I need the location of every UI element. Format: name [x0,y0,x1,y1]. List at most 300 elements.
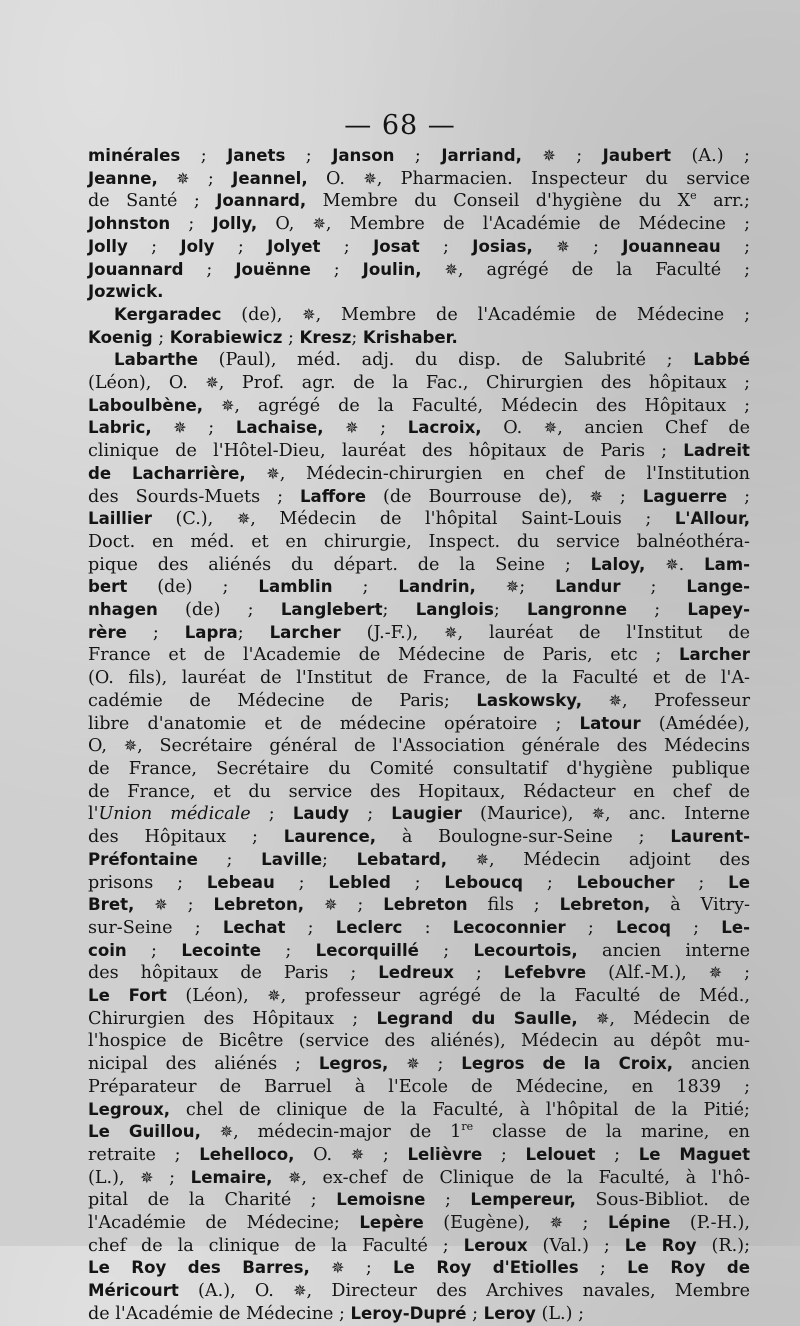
entry-text: ; [310,259,363,280]
entry-text: ; [418,940,474,961]
entry-text: à Boulogne-sur-Seine ; [376,827,671,848]
entry-name: Lapey- [687,600,750,620]
legion-honneur-icon: ✵ [556,236,570,256]
entry-text: de France, et du service des Hopitaux, Rédacteur en chef de [88,781,750,802]
text-line [88,1280,750,1303]
entry-text: des Hôpitaux ; [88,827,284,848]
entry-text: Préparateur de Barruel à l'Ecole de Médecine, en 1839 ; [88,1076,750,1097]
entry-name: Labric, [88,418,152,438]
entry-name: Jouënne [235,259,311,279]
text-line [88,803,750,826]
entry-text: (Alf.-M.), [586,963,709,984]
entry-text: , agrégé de la Faculté ; [457,259,750,280]
entry-name: Lange- [686,577,750,597]
text-line [88,1030,750,1053]
entry-name: Lecourtois, [473,940,578,960]
entry-text: . [678,554,705,575]
entry-text: l'Académie de Médecine; [88,1213,360,1234]
entry-text: ; [674,872,729,893]
entry-name: Laguerre [642,486,728,506]
text-line [88,985,750,1008]
entry-name: Lebreton, [559,895,651,915]
entry-text [134,895,154,915]
legion-honneur-icon: ✵ [505,577,520,597]
entry-name: Le Roy des Barres, [88,1258,310,1278]
entry-name: Laskowsky, [476,690,583,710]
entry-text: , ex-chef de Clinique de la Faculté, à l'hô- [301,1167,750,1188]
text-line [88,440,750,463]
entry-text: , Pharmacien. Inspecteur du service [376,168,751,189]
entry-name: Le- [721,917,751,937]
entry-name: Labbé [693,350,750,370]
entry-name: Méricourt [88,1281,179,1301]
entry-text [324,418,346,438]
legion-honneur-icon: ✵ [266,463,280,483]
entry-text [203,396,221,416]
legion-honneur-icon: ✵ [302,304,316,324]
legion-honneur-icon: ✵ [140,1167,154,1187]
legion-honneur-icon: ✵ [176,168,190,188]
text-line [88,486,750,509]
text-line [88,962,750,985]
legion-honneur-icon: ✵ [350,1144,365,1164]
text-line [88,644,750,667]
entry-text: , professeur agrégé de la Faculté de Méd., [280,986,750,1007]
entry-text: O, [257,214,313,235]
entry-text [476,577,506,597]
entry-text: ; [626,600,688,621]
entry-name: minérales [88,146,181,165]
entry-text: , Médecin de l'hôpital Saint-Louis ; [250,509,675,530]
entry-name: Laudy [292,804,350,824]
text-line [88,1235,750,1258]
entry-name: Lefebvre [503,963,587,983]
entry-name: Le Maguet [638,1144,751,1164]
entry-text: Doct. en méd. et en chirurgie, Inspect. du service balnéothéra- [88,531,750,552]
entry-name: L'Allour, [674,509,750,529]
entry-name: Landrin, [398,577,476,597]
entry-text: ; [519,577,556,598]
entry-name: Jolly [88,236,128,256]
entry-text: (C.), [151,509,237,530]
entry-text: (Léon), O. [88,373,206,394]
entry-text: (J.-F.), [340,622,445,643]
text-line [88,1008,750,1031]
entry-text: nicipal des aliénés ; [88,1054,319,1075]
entry-name: Joannard, [216,191,307,211]
superscript: re [461,1120,474,1134]
entry-text: , Prof. agr. de la Fac., Chirurgien des hôpitaux ; [218,373,750,394]
entry-text: ; [565,917,617,938]
entry-text [272,1168,288,1188]
text-line [88,940,750,963]
legion-honneur-icon: ✵ [236,509,251,529]
entry-text: ; [727,486,751,507]
entry-text: (Val.) ; [527,1235,625,1256]
text-line [88,917,750,940]
text-line [88,145,750,168]
text-line [88,349,750,372]
entry-text: ; [419,236,473,257]
entry-name: Lechat [222,917,286,937]
text-line [88,1053,750,1076]
text-line [88,1189,750,1212]
entry-name: Krishaber. [362,327,458,347]
entry-text: prisons ; [88,872,207,893]
entry-text: , ancien Chef de [557,418,751,439]
entry-text [582,691,608,711]
entry-text: ; [189,168,233,189]
entry-name: bert [88,577,128,597]
entry-text: ; [126,622,185,643]
entry-name: Laboulbène, [88,395,204,415]
entry-text: ; [466,1303,484,1324]
entry-name: Lebled [328,872,391,892]
entry-text: ; [167,895,214,916]
entry-text: ; [671,917,722,938]
entry-text: (L.) ; [535,1303,584,1324]
text-line [88,554,750,577]
entry-text: ; [250,804,293,825]
entry-text: ; [602,486,643,507]
entry-name: Leboucq [444,872,524,892]
text-line [88,1303,750,1326]
legion-honneur-icon: ✵ [345,418,359,438]
entry-name: Bret, [88,895,135,915]
entry-text: pique des aliénés du départ. de la Seine ; [88,554,591,575]
entry-text [310,1258,331,1278]
legion-honneur-icon: ✵ [475,849,490,869]
entry-text: sur-Seine ; [88,917,223,938]
entry-text: , médecin-major de 1 [233,1122,462,1143]
entry-text: , Médecin-chirurgien en chef de l'Institution [279,463,750,484]
entry-text: ; [320,236,374,257]
entry-name: Laville [261,849,323,869]
entry-name: Laugier [391,804,462,824]
text-line [88,395,750,418]
text-line [88,667,750,690]
text-line [88,576,750,599]
entry-name: Lebreton [383,895,468,915]
entry-text: arr.; [696,191,750,212]
entry-text: (R.); [696,1235,750,1256]
entry-name: Lemaire, [190,1167,273,1187]
entry-text: pital de la Charité ; [88,1190,337,1211]
text-line [88,1167,750,1190]
entry-name: Langlois [415,600,494,620]
entry-text [201,1122,220,1142]
entry-name: Joulin, [362,259,422,279]
entry-text: , Médecin adjoint des [489,849,750,870]
entry-name: Jarriand, [441,146,522,165]
entry-text: ; [214,236,268,257]
text-line [88,1212,750,1235]
entry-name: Langlebert [280,600,383,620]
entry-name: Leclerc [335,917,403,937]
entry-name: Laloy, [590,554,646,574]
legion-honneur-icon: ✵ [708,963,723,983]
entry-text: retraite ; [88,1144,200,1165]
entry-text: O. [307,168,364,189]
entry-text: , Professeur [621,690,750,711]
entry-text: ; [127,236,181,257]
entry-name: Lachaise, [235,418,324,438]
entry-name: Janson [332,146,395,165]
entry-text: (L.), [88,1167,141,1188]
entry-name: Le Roy [624,1235,697,1255]
entry-name: Lecorquillé [315,940,419,960]
entry-name: Lecoq [616,917,671,937]
legion-honneur-icon: ✵ [363,168,377,188]
entry-text: cadémie de Médecine de Paris; [88,690,477,711]
entry-text: ; [351,327,363,348]
superscript: e [690,189,697,203]
entry-name: Landur [555,577,621,597]
entry-name: Latour [579,713,641,733]
entry-name: Lepère [359,1213,424,1233]
entry-name: Jolly, [212,214,258,234]
entry-text: ; [180,146,228,166]
entry-name: Langronne [527,600,627,620]
entry-name: Leroux [463,1235,528,1255]
text-line [88,463,750,486]
entry-name: Laurence, [283,827,377,847]
legion-honneur-icon: ✵ [591,804,605,824]
entry-text: ; [349,804,392,825]
entry-text: (de) ; [157,600,281,621]
entry-text: ; [425,1190,471,1211]
text-line [88,190,750,213]
entry-name: Labarthe [114,350,199,370]
text-line [88,281,750,304]
entry-text: (A.), O. [178,1281,294,1302]
legion-honneur-icon: ✵ [543,418,558,438]
text-line [88,417,750,440]
text-line [88,259,750,282]
entry-text: ; [390,872,445,893]
legion-honneur-icon: ✵ [542,146,556,165]
entry-text: (O. fils), lauréat de l'Institut de France, de la Faculté et de l'A- [88,668,750,689]
entry-text: ; [126,940,182,961]
entry-name: Le [728,872,750,892]
text-line [88,327,750,350]
legion-honneur-icon: ✵ [123,736,138,756]
entry-text: fils ; [467,895,560,916]
entry-text: ; [186,418,236,439]
text-line [88,781,750,804]
legion-honneur-icon: ✵ [324,895,338,915]
entry-text: ; [358,418,408,439]
entry-text: ; [722,963,750,984]
legion-honneur-icon: ✵ [293,1281,307,1301]
entry-name: Josat [373,236,420,256]
entry-text: ; [563,1213,608,1234]
legion-honneur-icon: ✵ [219,1122,234,1142]
text-line [88,1144,750,1167]
entry-text: , agrégé de la Faculté, Médecin des Hôpitaux ; [234,395,750,416]
text-line [88,236,750,259]
entry-name: Leroy-Dupré [350,1303,467,1323]
entry-name: Johnston [88,214,171,234]
entry-name: Jouannard [88,259,184,279]
text-line [88,622,750,645]
legion-honneur-icon: ✵ [595,1008,610,1028]
entry-text [522,146,542,166]
entry-text: (Amédée), [640,713,750,734]
entry-name: Kergaradec [114,304,222,324]
entry-text: Membre du Conseil d'hygiène du X [306,191,691,212]
entry-name: Lebatard, [356,849,447,869]
text-line [88,213,750,236]
text-line [88,168,750,191]
text-line [88,1257,750,1280]
entry-name: Jouanneau [622,236,721,256]
legion-honneur-icon: ✵ [406,1054,420,1074]
entry-name: Legros, [318,1054,389,1074]
entry-text: ; [578,1258,628,1279]
legion-honneur-icon: ✵ [267,986,281,1006]
entry-text: ; [382,600,416,621]
entry-text: de France, Secrétaire du Comité consultatif d'hygiène publique [88,758,750,779]
entry-name: Lebreton, [213,895,305,915]
entry-text: Sous-Bibliot. de [575,1190,750,1211]
text-line [88,735,750,758]
entry-text: ; [282,327,300,348]
entry-name: Ledreux [378,963,454,983]
legion-honneur-icon: ✵ [549,1213,564,1233]
entry-name: Legrand du Saulle, [376,1008,578,1028]
entry-text: ; [332,577,399,598]
entry-text: ; [453,963,504,984]
entry-name: de Lacharrière, [88,463,246,483]
entry-text: ancien [673,1054,750,1075]
entry-text: ; [364,1144,408,1165]
entry-name: Josias, [472,236,533,256]
entry-text: O, [88,736,124,757]
entry-text: à Vitry- [650,895,750,916]
text-line [88,1121,750,1144]
entry-text: ; [183,259,236,280]
text-line [88,508,750,531]
entry-text: Chirurgien des Hôpitaux ; [88,1008,377,1029]
entry-text: ; [419,1054,462,1075]
entry-name: Lelièvre [407,1144,483,1164]
entry-name: Le Fort [88,986,167,1006]
entry-text: ; [170,214,213,235]
entry-name: Laffore [299,486,367,506]
entry-name: Lacroix, [407,418,482,438]
entry-name: Jeannel, [232,168,308,188]
legion-honneur-icon: ✵ [444,622,458,642]
legion-honneur-icon: ✵ [444,259,458,279]
entry-text: classe de la marine, en [473,1122,751,1143]
entry-text: (de), [221,304,303,325]
entry-text: ; [337,895,384,916]
entry-text [645,555,665,575]
entry-name: Legros de la Croix, [461,1054,674,1074]
legion-honneur-icon: ✵ [221,395,235,415]
entry-text [533,237,556,257]
entry-text [158,169,176,189]
entry-name: Lamblin [258,577,333,597]
entry-name: Le Guillou, [88,1122,201,1142]
directory-text [88,145,750,1326]
entry-name: Le Roy d'Etiolles [393,1258,579,1278]
entry-text: ; [569,236,623,257]
entry-text: ; [197,849,262,870]
entry-text [246,464,267,484]
text-line [88,758,750,781]
text-line [88,849,750,872]
entry-text: , Membre de l'Académie de Médecine ; [325,214,751,235]
text-line [88,1099,750,1122]
entry-name: Korabiewicz [169,327,283,347]
entry-text: (Eugène), [423,1213,550,1234]
entry-text: l' [88,804,99,825]
entry-name: rère [88,622,127,642]
text-line [88,1076,750,1099]
entry-text: l'hospice de Bicêtre (service des aliénés), Médecin au dépôt mu- [88,1031,750,1052]
entry-text: ; [274,872,329,893]
entry-text: des Sourds-Muets ; [88,486,300,507]
entry-name: Lam- [704,554,751,574]
legion-honneur-icon: ✵ [287,1167,302,1187]
entry-text: , Directeur des Archives navales, Membre [306,1281,750,1302]
legion-honneur-icon: ✵ [331,1258,345,1278]
entry-text: ; [152,327,170,348]
entry-text: ; [285,146,333,166]
legion-honneur-icon: ✵ [589,486,603,506]
text-line [88,894,750,917]
entry-text: ; [595,1144,639,1165]
entry-text: ; [394,146,442,166]
entry-text: (P.-H.), [670,1213,750,1234]
legion-honneur-icon: ✵ [154,895,168,915]
entry-name: Lelouet [525,1144,596,1164]
entry-text: de Santé ; [88,191,217,212]
entry-name: Ladreit [683,441,750,461]
entry-text: ; [285,917,336,938]
entry-name: Legroux, [88,1099,171,1119]
entry-text: (de) ; [127,577,259,598]
entry-name: Lebeau [206,872,275,892]
entry-text: : [402,917,453,938]
entry-text: ; [555,146,603,166]
entry-text: France et de l'Academie de Médecine de Paris, etc ; [88,645,679,666]
entry-text: des hôpitaux de Paris ; [88,963,379,984]
text-line [88,872,750,895]
entry-name: Jeanne, [88,168,158,188]
entry-text [304,895,324,915]
legion-honneur-icon: ✵ [173,418,187,438]
entry-text: ; [620,577,687,598]
entry-name: Laurent- [670,827,751,847]
entry-name: Lemoisne [336,1190,426,1210]
entry-text: ; [344,1258,394,1279]
entry-name: Le Roy de [627,1258,750,1278]
entry-name: Lapra [184,622,238,642]
entry-name: Lecoconnier [452,917,566,937]
entry-name: Leroy [483,1303,536,1323]
entry-text: ; [322,849,357,870]
entry-name: Koenig [88,327,153,347]
entry-text: ; [153,1167,191,1188]
entry-text: (Paul), méd. adj. du disp. de Salubrité ; [198,350,694,371]
entry-name: Lehelloco, [199,1144,295,1164]
entry-text: , lauréat de l'Institut de [457,622,750,643]
legion-honneur-icon: ✵ [665,554,679,574]
entry-text [422,260,445,280]
